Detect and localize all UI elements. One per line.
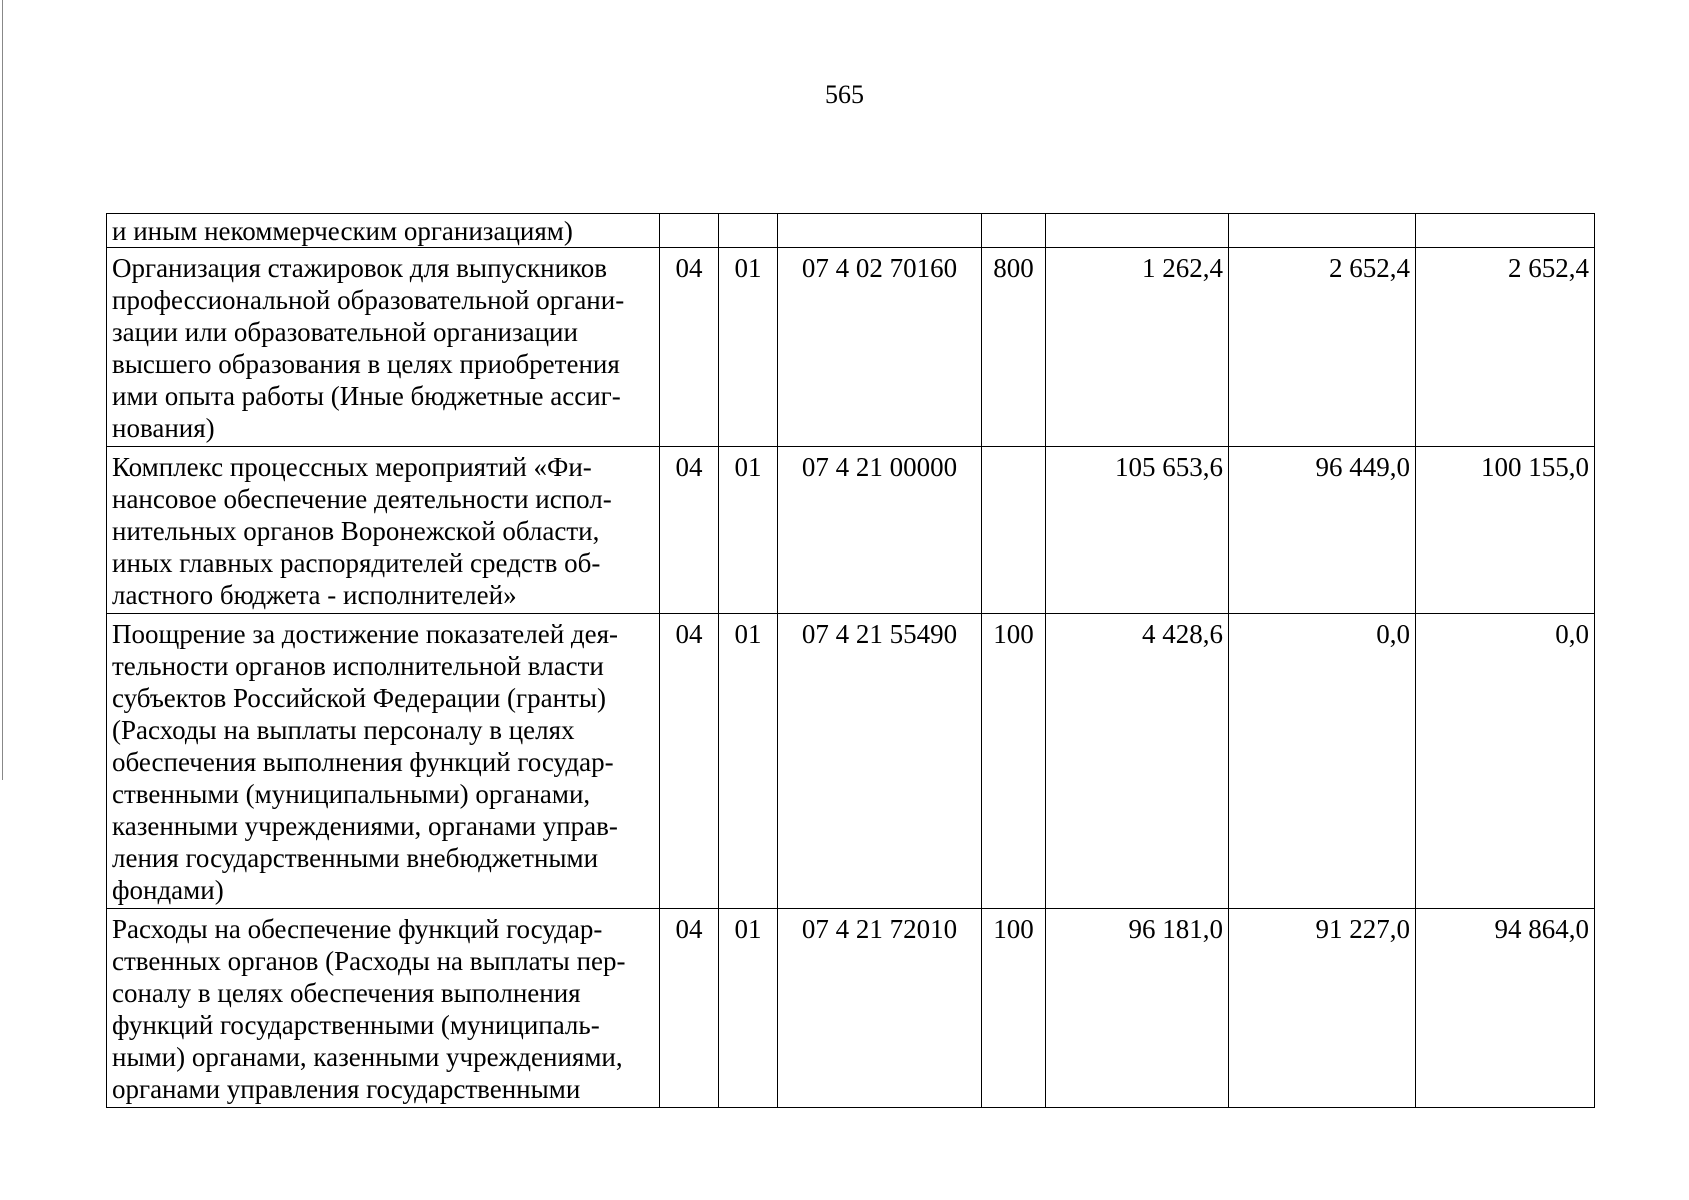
section-code: 04 bbox=[660, 447, 719, 614]
section-code: 04 bbox=[660, 909, 719, 1108]
amount-year-2: 96 449,0 bbox=[1229, 447, 1416, 614]
expense-type-code: 800 bbox=[982, 248, 1046, 447]
section-code: 04 bbox=[660, 614, 719, 909]
expense-type-code: 100 bbox=[982, 614, 1046, 909]
amount-year-2: 2 652,4 bbox=[1229, 248, 1416, 447]
amount-year-3: 94 864,0 bbox=[1416, 909, 1595, 1108]
subsection-code bbox=[719, 214, 778, 248]
amount-year-2: 0,0 bbox=[1229, 614, 1416, 909]
amount-year-1: 4 428,6 bbox=[1046, 614, 1229, 909]
target-article-code: 07 4 21 00000 bbox=[778, 447, 982, 614]
expense-type-code bbox=[982, 447, 1046, 614]
amount-year-1: 1 262,4 bbox=[1046, 248, 1229, 447]
expense-type-code bbox=[982, 214, 1046, 248]
amount-year-2: 91 227,0 bbox=[1229, 909, 1416, 1108]
amount-year-2 bbox=[1229, 214, 1416, 248]
amount-year-1: 105 653,6 bbox=[1046, 447, 1229, 614]
section-code bbox=[660, 214, 719, 248]
amount-year-3 bbox=[1416, 214, 1595, 248]
amount-year-3: 0,0 bbox=[1416, 614, 1595, 909]
target-article-code: 07 4 21 72010 bbox=[778, 909, 982, 1108]
amount-year-3: 2 652,4 bbox=[1416, 248, 1595, 447]
row-description: и иным некоммерческим организациям) bbox=[107, 214, 660, 248]
subsection-code: 01 bbox=[719, 447, 778, 614]
target-article-code: 07 4 21 55490 bbox=[778, 614, 982, 909]
target-article-code: 07 4 02 70160 bbox=[778, 248, 982, 447]
row-description: Поощрение за достижение показателей дея- тельности органов исполнительной власти субъектов Российской Федерации (гранты) (Расходы на выплаты персоналу в целях обеспечения выполнения функций государ- ственными (муниципальными) органами, казенными учреждениями, органами управ- ления государственными внебюджетными фондами) bbox=[107, 614, 660, 909]
table-row bbox=[107, 248, 1595, 447]
subsection-code: 01 bbox=[719, 614, 778, 909]
target-article-code bbox=[778, 214, 982, 248]
table-row bbox=[107, 447, 1595, 614]
section-code: 04 bbox=[660, 248, 719, 447]
page-number: 565 bbox=[825, 80, 864, 109]
row-description: Расходы на обеспечение функций государ- ственных органов (Расходы на выплаты пер- соналу в целях обеспечения выполнения функций государственными (муниципаль- ными) органами, казенными учреждениями, органами управления государственными bbox=[107, 909, 660, 1108]
table-row bbox=[107, 614, 1595, 909]
scan-margin-line bbox=[2, 0, 3, 780]
budget-table bbox=[106, 213, 1595, 1108]
amount-year-1: 96 181,0 bbox=[1046, 909, 1229, 1108]
amount-year-1 bbox=[1046, 214, 1229, 248]
expense-type-code: 100 bbox=[982, 909, 1046, 1108]
subsection-code: 01 bbox=[719, 248, 778, 447]
row-description: Комплекс процессных мероприятий «Фи- нансовое обеспечение деятельности испол- нительных органов Воронежской области, иных главных распорядителей средств об- ластного бюджета - исполнителей» bbox=[107, 447, 660, 614]
row-description: Организация стажировок для выпускников профессиональной образовательной органи- зации или образовательной организации высшего образования в целях приобретения ими опыта работы (Иные бюджетные ассиг- нования) bbox=[107, 248, 660, 447]
table-row bbox=[107, 909, 1595, 1108]
subsection-code: 01 bbox=[719, 909, 778, 1108]
table-row bbox=[107, 214, 1595, 248]
amount-year-3: 100 155,0 bbox=[1416, 447, 1595, 614]
